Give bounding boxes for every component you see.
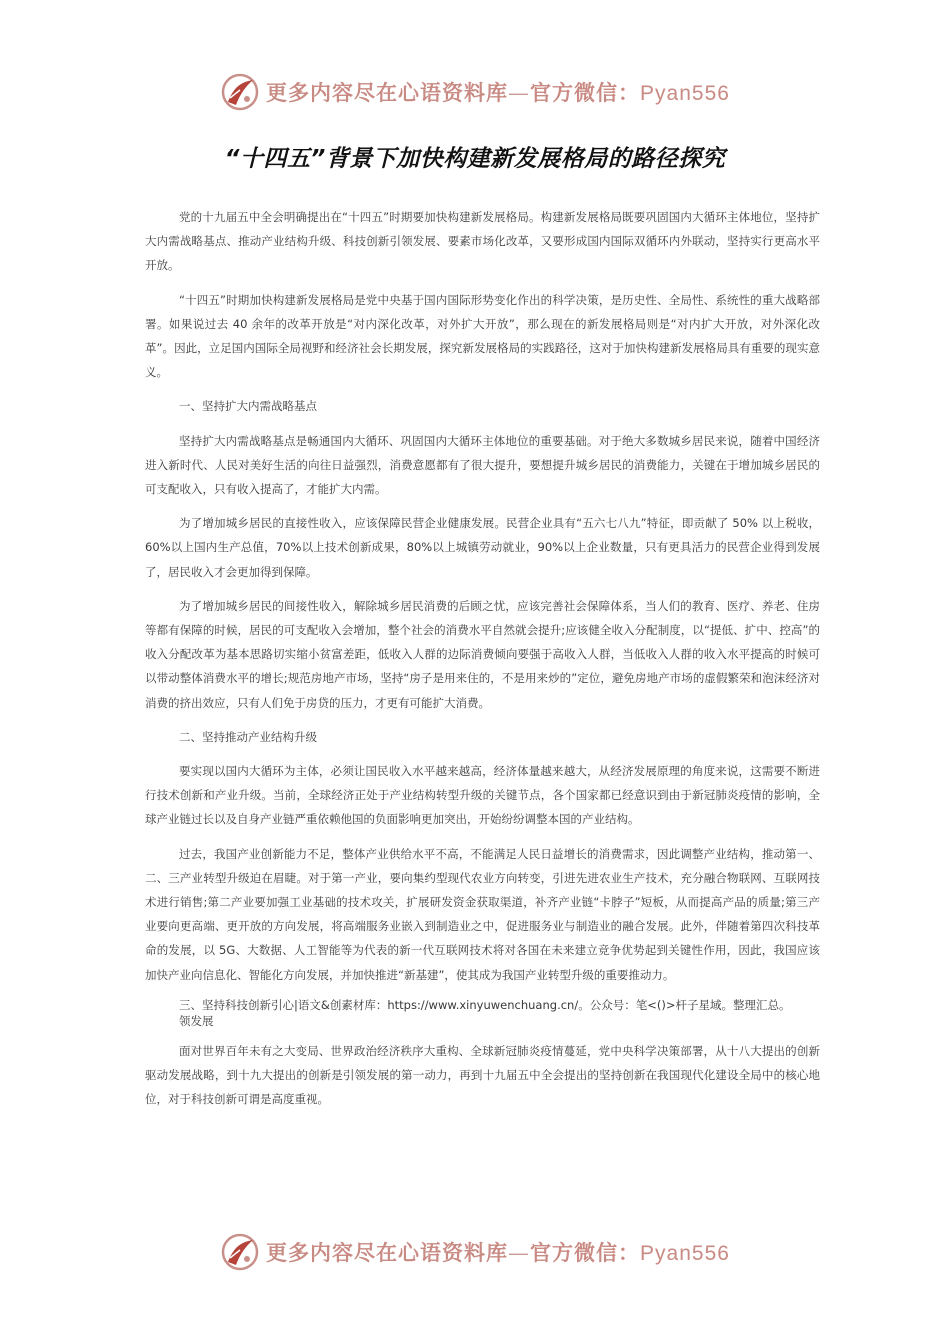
paragraph: 过去，我国产业创新能力不足，整体产业供给水平不高，不能满足人民日益增长的消费需求，因此调整产业结构，推动第一、二、三产业转型升级迫在眉睫。对于第一产业，要向集约型现代农业方向转变，引进先进农业生产技术，充分融合物联网、互联网技术进行销售;第二产业要加强工业基础的技术攻关，扩展研发资金获取渠道，补齐产业链“卡脖子”短板，从而提高产品的质量;第三产业要向更高端、更开放的方向发展，将高端服务业嵌入到制造业之中，促进服务业与制造业的融合发展。此外，伴随着第四次科技革命的发展，以 5G、大数据、人工智能等为代表的新一代互联网技术将对各国在未来建立竞争优势起到关键性作用，因此，我国应该加快产业向信息化、智能化方向发展，并加快推进“新基建”，使其成为我国产业转型升级的重要推动力。 [145,846,820,982]
banner-dash: — [508,1241,531,1265]
brand-logo-icon [220,1232,260,1272]
footer-banner [0,1230,950,1274]
banner-text [266,1237,730,1267]
section-heading-continuation: 领发展 [179,1013,214,1028]
wechat-id: Pyan556 [640,1242,730,1265]
paragraph: 党的十九届五中全会明确提出在“十四五”时期要加快构建新发展格局。构建新发展格局既要巩固国内大循环主体地位，坚持扩大内需战略基点、推动产业结构升级、科技创新引领发展、要素市场化改革，又要形成国内国际双循环内外联动，坚持实行更高水平开放。 [145,210,820,273]
section-heading-line: 三、坚持科技创新引心|语文&创素材库：https://www.xinyuwenchuang.cn/。公众号：笔<()>杆子星域。整理汇总。 [179,997,791,1012]
wechat-label: 官方微信： [530,80,641,105]
document-body [145,205,820,1122]
paragraph: 坚持扩大内需战略基点是畅通国内大循环、巩固国内大循环主体地位的重要基础。对于绝大多数城乡居民来说，随着中国经济进入新时代、人民对美好生活的向往日益强烈，消费意愿都有了很大提升，要想提升城乡居民的消费能力，关键在于增加城乡居民的可支配收入，只有收入提高了，才能扩大内需。 [145,433,820,497]
wechat-label: 官方微信： [530,1240,641,1265]
paragraph: “十四五”时期加快构建新发展格局是党中央基于国内国际形势变化作出的科学决策，是历史性、全局性、系统性的重大战略部署。如果说过去 40 余年的改革开放是“对内深化改革，对外扩大开放”，那么现在的新发展格局则是“对内扩大开放，对外深化改革”。因此，立足国内国际全局视野和经济社会长期发展，探究新发展格局的实践路径，这对于加快构建新发展格局具有重要的现实意义。 [145,292,820,380]
wechat-id: Pyan556 [640,82,730,105]
brand-text: 更多内容尽在心语资料库 [266,80,509,105]
header-banner [0,70,950,114]
paragraph: 面对世界百年未有之大变局、世界政治经济秩序大重构、全球新冠肺炎疫情蔓延，党中央科学决策部署，从十八大提出的创新驱动发展战略，到十九大提出的创新是引领发展的第一动力，再到十九届五中全会提出的坚持创新在我国现代化建设全局中的核心地位，对于科技创新可谓是高度重视。 [145,1043,820,1107]
document-title: “十四五”背景下加快构建新发展格局的路径探究 [224,146,726,172]
brand-text: 更多内容尽在心语资料库 [266,1240,509,1265]
brand-logo-icon [220,72,260,112]
paragraph: 为了增加城乡居民的直接性收入，应该保障民营企业健康发展。民营企业具有“五六七八九”特征，即贡献了 50% 以上税收，60%以上国内生产总值，70%以上技术创新成果，80%以上城镇劳动就业，90%以上企业数量，只有更具活力的民营企业得到发展了，居民收入才会更加得到保障。 [145,516,820,579]
banner-dash: — [508,81,531,105]
paragraph: 为了增加城乡居民的间接性收入，解除城乡居民消费的后顾之忧，应该完善社会保障体系，当人们的教育、医疗、养老、住房等都有保障的时候，居民的可支配收入会增加，整个社会的消费水平自然就会提升;应该健全收入分配制度，以“提低、扩中、控高”的收入分配改革为基本思路切实缩小贫富差距，低收入人群的边际消费倾向要强于高收入人群，当低收入人群的收入水平提高的时候可以带动整体消费水平的增长;规范房地产市场，坚持“房子是用来住的，不是用来炒的”定位，避免房地产市场的虚假繁荣和泡沫经济对消费的挤出效应，只有人们免于房贷的压力，才更有可能扩大消费。 [145,598,820,710]
banner-text [266,77,730,107]
paragraph: 要实现以国内大循环为主体，必须让国民收入水平越来越高，经济体量越来越大，从经济发展原理的角度来说，这需要不断进行技术创新和产业升级。当前，全球经济正处于产业结构转型升级的关键节点，各个国家都已经意识到由于新冠肺炎疫情的影响，全球产业链过长以及自身产业链严重依赖他国的负面影响更加突出，开始纷纷调整本国的产业结构。 [145,764,820,827]
section-heading: 一、坚持扩大内需战略基点 [179,399,317,414]
section-heading: 二、坚持推动产业结构升级 [179,729,317,744]
section-heading-with-watermark [145,997,820,1029]
